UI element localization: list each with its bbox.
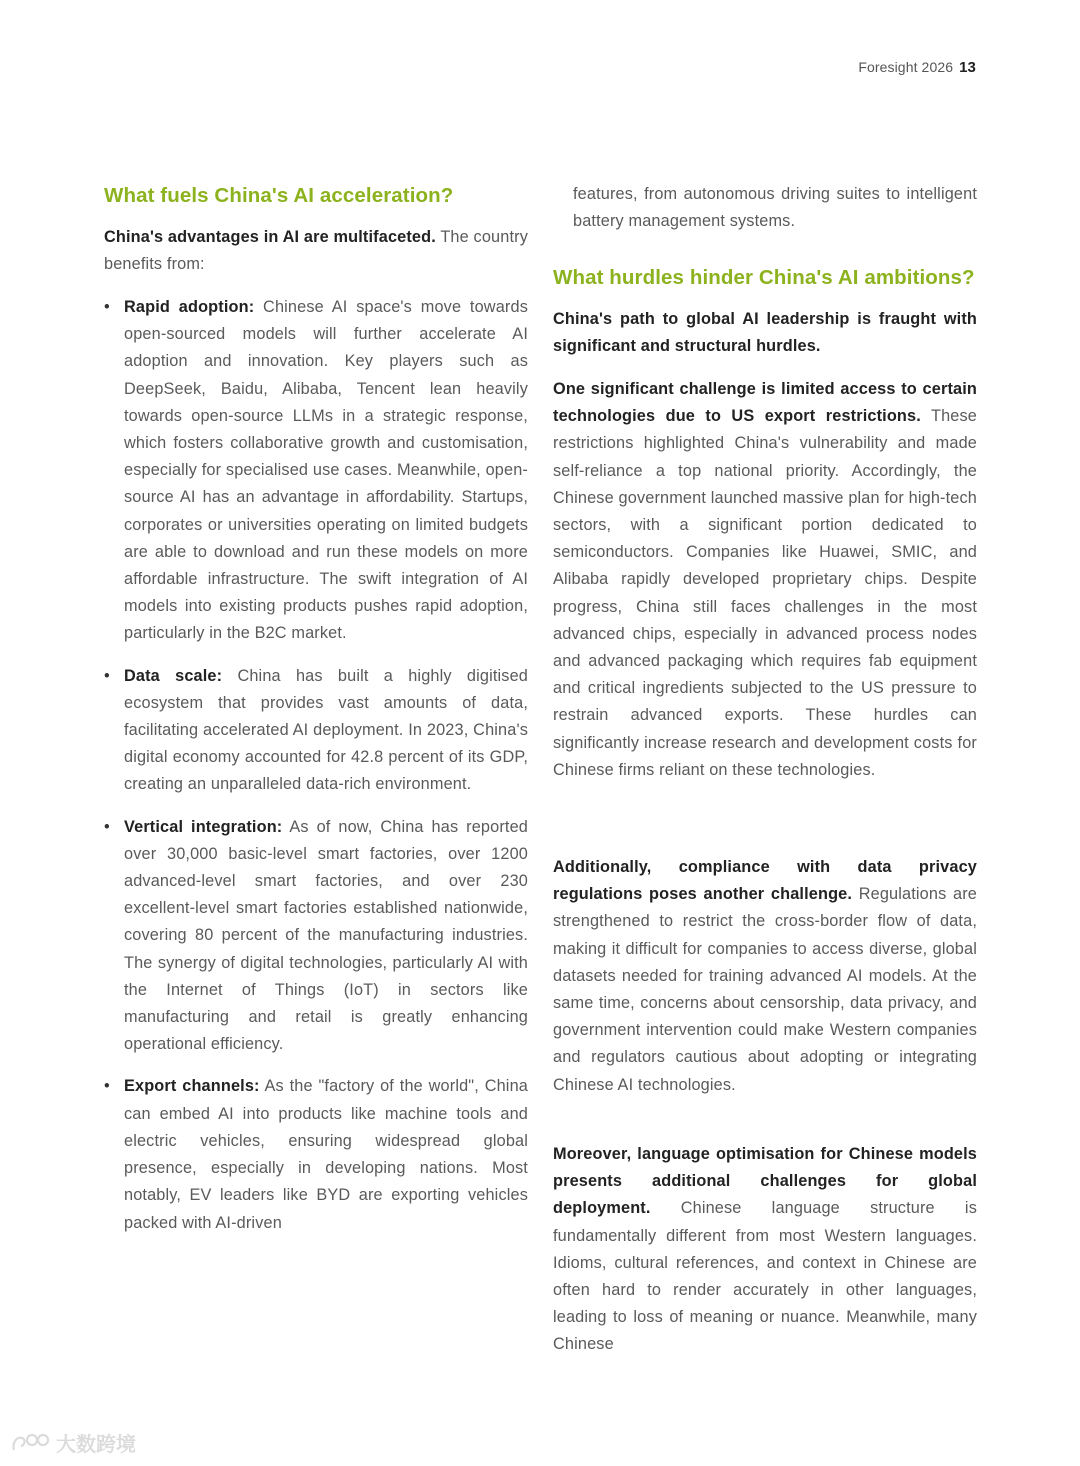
intro-paragraph — [104, 224, 528, 278]
bullet-icon: • — [104, 817, 110, 836]
page-number: 13 — [959, 59, 976, 76]
list-item-text: As the "factory of the world", China can embed AI into products like machine tools and electric vehicles, ensuring widespread global presence, especially in developing nations. Most notably, EV leaders like BYD are exporting vehicles packed with AI-driven — [124, 1077, 528, 1232]
export-restrictions-text: These restrictions highlighted China's vulnerability and made self-reliance a top national priority. Accordingly, the Chinese government launched massive plan for high-tech sectors, with a significant portion dedicated to semiconductors. Companies like Huawei, SMIC, and Alibaba rapidly developed proprietary chips. Despite progress, China still faces challenges in the most advanced chips, especially in advanced process nodes and advanced packaging which requires fab equipment and critical ingredients subjected to the US pressure to restrain advanced exports. These hurdles can significantly increase research and development costs for Chinese firms reliant on these technologies. — [553, 407, 977, 779]
page-header — [858, 59, 976, 76]
section-heading-hurdles: What hurdles hinder China's AI ambitions? — [553, 266, 975, 289]
list-item-data-scale — [104, 663, 528, 799]
list-item-lead: Vertical integration: — [124, 817, 283, 836]
advantages-list — [104, 294, 528, 1237]
bullet-icon: • — [104, 298, 110, 316]
publication-title: Foresight 2026 — [858, 59, 954, 75]
list-item-lead: Data scale: — [124, 666, 223, 685]
watermark — [10, 1428, 136, 1457]
list-item-lead: Rapid adoption: — [124, 298, 255, 316]
language-text: Chinese language structure is fundamentally different from most Western languages. Idioms, cultural references, and context in Chinese are often hard to render accurately in other languages, leading to loss of meaning or nuance. Meanwhile, many Chinese — [553, 1199, 977, 1354]
language-bold: Moreover, language optimisation for Chinese models presents additional challenges for global deployment. — [553, 1145, 977, 1218]
bullet-icon: • — [104, 1077, 110, 1096]
section-heading-fuels: What fuels China's AI acceleration? — [104, 184, 454, 207]
intro-bold: China's advantages in AI are multifaceted. — [104, 228, 436, 246]
list-item-rapid-adoption — [104, 294, 528, 648]
data-privacy-paragraph — [553, 854, 977, 1099]
language-paragraph — [553, 1141, 977, 1359]
hurdles-intro-bold: China's path to global AI leadership is fraught with significant and structural hurdles. — [553, 310, 977, 356]
list-item-export-channels — [104, 1073, 528, 1236]
list-item-text: Chinese AI space's move towards open-sourced models will further accelerate AI adoption and innovation. Key players such as DeepSeek, Baidu, Alibaba, Tencent lean heavily towards open-source LLMs in a strategic response, which fosters collaborative growth and customisation, especially for specialised use cases. Meanwhile, open-source AI has an advantage in affordability. Startups, corporates or universities operating on limited budgets are able to download and run these models on more affordable infrastructure. The swift integration of AI models into existing products pushes rapid adoption, particularly in the B2C market. — [124, 298, 528, 643]
bullet-icon: • — [104, 666, 110, 685]
list-item-text: China has built a highly digitised ecosystem that provides vast amounts of data, facilitating accelerated AI deployment. In 2023, China's digital economy accounted for 42.8 percent of its GDP, creating an unparalleled data-rich environment. — [124, 666, 528, 794]
watermark-logo-icon — [10, 1430, 50, 1456]
continuation-paragraph: features, from autonomous driving suites to intelligent battery management systems. — [573, 185, 977, 231]
list-item-lead: Export channels: — [124, 1077, 260, 1096]
data-privacy-bold: Additionally, compliance with data privacy regulations poses another challenge. — [553, 858, 977, 904]
intro-rest: The country benefits from: — [104, 228, 528, 274]
watermark-text: 大数跨境 — [56, 1434, 136, 1456]
export-restrictions-bold: One significant challenge is limited access to certain technologies due to US export restrictions. — [553, 380, 977, 426]
hurdles-intro-paragraph — [553, 306, 977, 360]
export-restrictions-paragraph — [553, 376, 977, 784]
list-item-text: As of now, China has reported over 30,000 basic-level smart factories, over 1200 advanced-level smart factories, and over 230 excellent-level smart factories established nationwide, covering 80 percent of the manufacturing industries. The synergy of digital technologies, particularly AI with the Internet of Things (IoT) in sectors like manufacturing and retail is greatly enhancing operational efficiency. — [124, 817, 528, 1054]
data-privacy-text: Regulations are strengthened to restrict the cross-border flow of data, making it difficult for companies to access diverse, global datasets needed for training advanced AI models. At the same time, concerns about censorship, data privacy, and government intervention could make Western companies and regulators cautious about adopting or integrating Chinese AI technologies. — [553, 885, 977, 1094]
list-item-vertical-integration — [104, 814, 528, 1059]
